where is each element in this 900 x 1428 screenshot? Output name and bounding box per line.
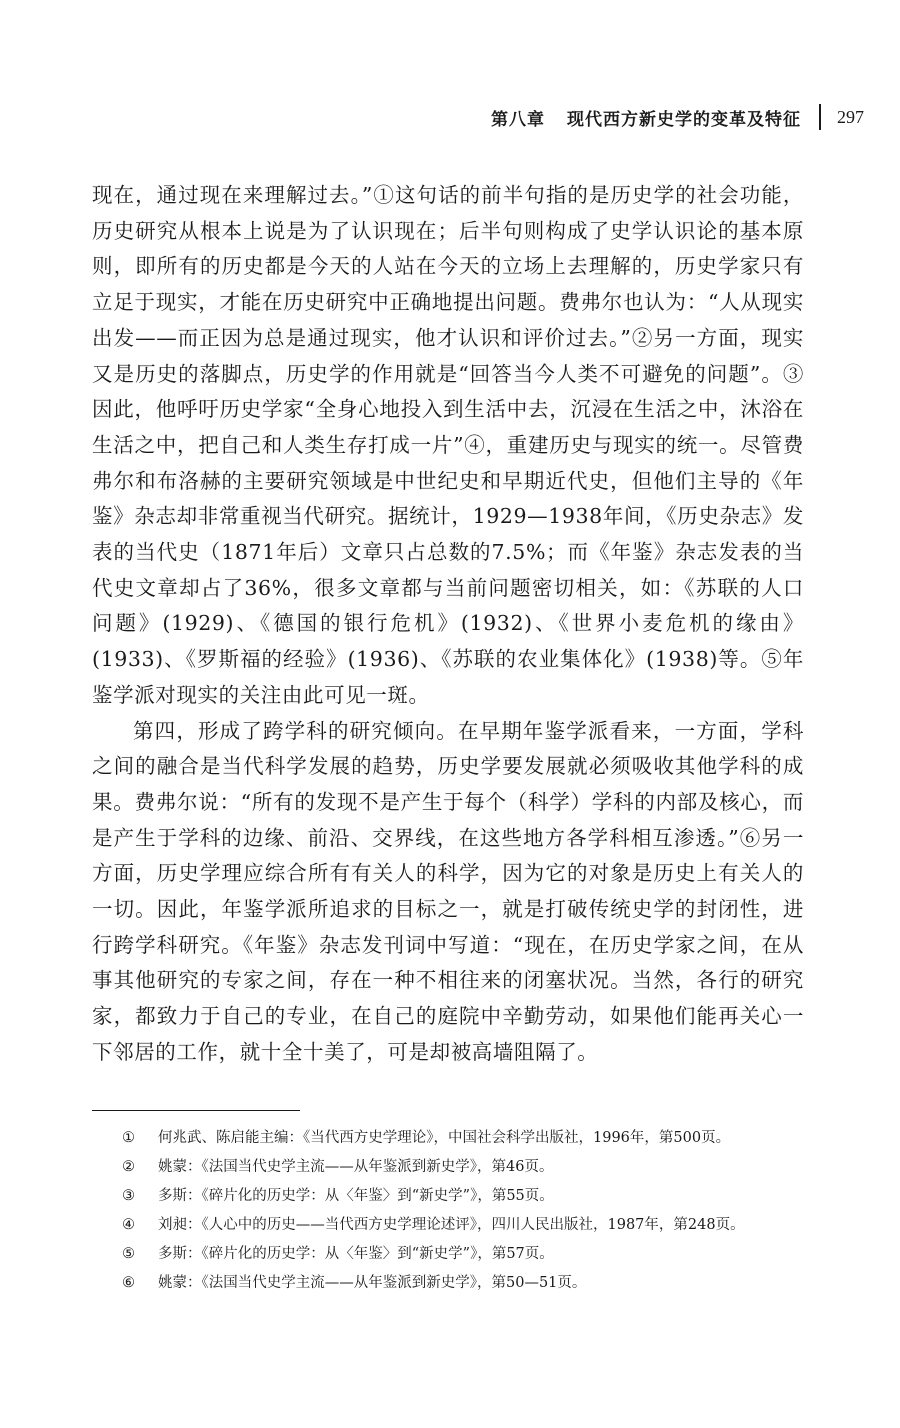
- footnote-divider: [92, 1110, 300, 1111]
- footnote-text: 多斯：《碎片化的历史学：从〈年鉴〉到“新史学”》，第57页。: [158, 1246, 554, 1262]
- header-divider: [819, 104, 821, 130]
- footnote-text: 姚蒙：《法国当代史学主流——从年鉴派到新史学》，第46页。: [158, 1159, 554, 1175]
- footnote-text: 姚蒙：《法国当代史学主流——从年鉴派到新史学》，第50—51页。: [158, 1275, 587, 1291]
- paragraph-continued: 现在，通过现在来理解过去。”①这句话的前半句指的是历史学的社会功能，历史研究从根本上说是为了认识现在；后半句则构成了史学认识论的基本原则，即所有的历史都是今天的人站在今天的立场上去理解的，历史学家只有立足于现实，才能在历史研究中正确地提出问题。费弗尔也认为：“人从现实出发——而正因为总是通过现实，他才认识和评价过去。”②另一方面，现实又是历史的落脚点，历史学的作用就是“回答当今人类不可避免的问题”。③因此，他呼吁历史学家“全身心地投入到生活中去，沉浸在生活之中，沐浴在生活之中，把自己和人类生存打成一片”④，重建历史与现实的统一。尽管费弗尔和布洛赫的主要研究领域是中世纪史和早期近代史，但他们主导的《年鉴》杂志却非常重视当代研究。据统计，1929—1938年间，《历史杂志》发表的当代史（1871年后）文章只占总数的7.5%；而《年鉴》杂志发表的当代史文章却占了36%，很多文章都与当前问题密切相关，如：《苏联的人口问题》(1929)、《德国的银行危机》(1932)、《世界小麦危机的缘由》(1933)、《罗斯福的经验》(1936)、《苏联的农业集体化》(1938)等。⑤年鉴学派对现实的关注由此可见一斑。: [92, 183, 804, 707]
- footnote-marker: ②: [122, 1159, 135, 1175]
- footnote-item: [92, 1182, 804, 1210]
- footnote-item: [92, 1124, 804, 1152]
- running-header: [491, 104, 864, 130]
- footnote-text: 多斯：《碎片化的历史学：从〈年鉴〉到“新史学”》，第55页。: [158, 1188, 554, 1204]
- footnote-marker: ⑥: [122, 1275, 135, 1291]
- footnote-text: 刘昶：《人心中的历史——当代西方史学理论述评》，四川人民出版社，1987年，第248页。: [158, 1217, 745, 1233]
- footnote-marker: ③: [122, 1188, 135, 1204]
- footnote-item: [92, 1269, 804, 1297]
- chapter-label: 第八章: [491, 109, 545, 130]
- footnote-text: 何兆武、陈启能主编：《当代西方史学理论》，中国社会科学出版社，1996年，第500页。: [158, 1130, 731, 1146]
- footnotes: [92, 1124, 804, 1298]
- footnote-item: [92, 1153, 804, 1181]
- body-text: [92, 178, 804, 1071]
- page-number: 297: [837, 106, 864, 127]
- footnote-marker: ⑤: [122, 1246, 135, 1262]
- footnote-item: [92, 1240, 804, 1268]
- footnote-item: [92, 1211, 804, 1239]
- chapter-title: 现代西方新史学的变革及特征: [567, 109, 801, 130]
- footnote-marker: ④: [122, 1217, 135, 1233]
- paragraph-fourth-point: 第四，形成了跨学科的研究倾向。在早期年鉴学派看来，一方面，学科之间的融合是当代科学发展的趋势，历史学要发展就必须吸收其他学科的成果。费弗尔说：“所有的发现不是产生于每个（科学）学科的内部及核心，而是产生于学科的边缘、前沿、交界线，在这些地方各学科相互渗透。”⑥另一方面，历史学理应综合所有有关人的科学，因为它的对象是历史上有关人的一切。因此，年鉴学派所追求的目标之一，就是打破传统史学的封闭性，进行跨学科研究。《年鉴》杂志发刊词中写道：“现在，在历史学家之间，在从事其他研究的专家之间，存在一种不相往来的闭塞状况。当然，各行的研究家，都致力于自己的专业，在自己的庭院中辛勤劳动，如果他们能再关心一下邻居的工作，就十全十美了，可是却被高墙阻隔了。: [92, 718, 804, 1064]
- footnote-marker: ①: [122, 1130, 135, 1146]
